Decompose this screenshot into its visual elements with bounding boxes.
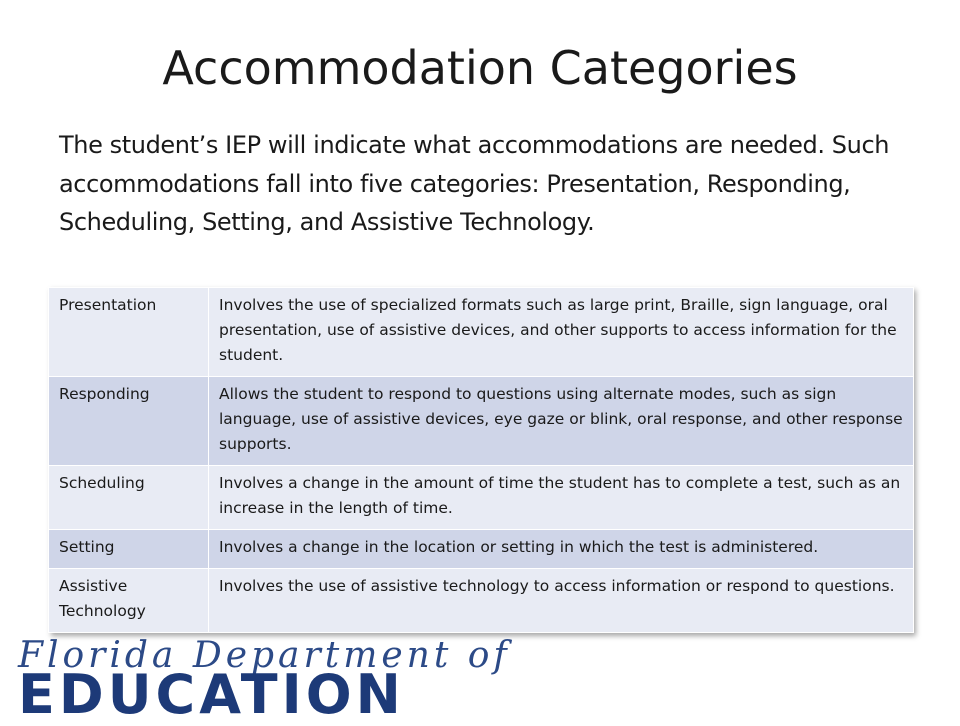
florida-doe-logo: [8, 635, 511, 726]
intro-paragraph: The student’s IEP will indicate what accommodations are needed. Such accommodations fall into five categories: Presentation, Responding, Scheduling, Setting, and Assistive Technology.: [59, 131, 890, 236]
table-row: [49, 569, 914, 633]
logo-main-text: EDUCATION: [18, 663, 405, 726]
description-cell: Involves the use of assistive technology to access information or respond to questions.: [209, 569, 914, 633]
accommodation-table: [48, 287, 913, 633]
description-cell: Allows the student to respond to questions using alternate modes, such as sign language, use of assistive devices, eye gaze or blink, oral response, and other response supports.: [209, 377, 914, 466]
category-cell: Setting: [49, 530, 209, 569]
description-cell: Involves a change in the amount of time the student has to complete a test, such as an increase in the length of time.: [209, 466, 914, 530]
table-row: [49, 377, 914, 466]
table-row: [49, 530, 914, 569]
category-cell: Responding: [49, 377, 209, 466]
slide-title: Accommodation Categories: [162, 41, 798, 95]
category-cell: Assistive Technology: [49, 569, 209, 633]
table-row: [49, 288, 914, 377]
description-cell: Involves the use of specialized formats such as large print, Braille, sign language, oral presentation, use of assistive devices, and other supports to access information for the student.: [209, 288, 914, 377]
logo-script-text: Florida Department of: [18, 635, 511, 676]
category-cell: Scheduling: [49, 466, 209, 530]
table-row: [49, 466, 914, 530]
description-cell: Involves a change in the location or setting in which the test is administered.: [209, 530, 914, 569]
category-cell: Presentation: [49, 288, 209, 377]
